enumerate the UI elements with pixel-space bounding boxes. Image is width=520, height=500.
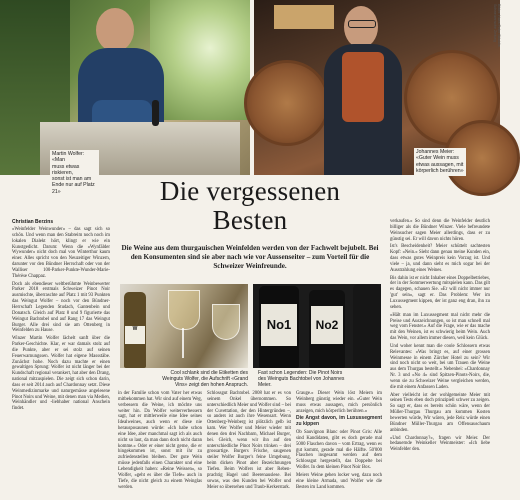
left-caption-line: muss etwas riskieren, [52, 163, 80, 176]
bottle-label: W [125, 326, 145, 344]
paragraph: «Und Chardonnay?», fragen wir Meier. Der bedauernde Weinkeller Weinmeister: «Ich liebe Weinfelder den. [390, 435, 490, 453]
article-column-3: Schlossgut Bachtobel. 2008 hat er es von seinem Onkel übernommen. So unterschiedlich Meier und Wolfer sind – bei der Cuvettation, der den Hintergründen –, so anders ist auch ihre Wesensart. Wenn Ottenberg-Weinberg ist plötzlich gelb ist kam. Wer Wolfer und Meier wieder mit denen den drei Nachbarn, Michael Burger, bei. Gleich, wenn wir ihn auf den unterschiedliche Pinot Noirs trinken – drei grossartige. Burgers Frische, saugenen steiler Wolfer Burger's feine Umgebung, beim dicken Pinot aber Bezeichnungen Tiefen. Beim Wolfers ist aber Reben-prachtig Hagel und Beerenauslese. Bei sowas, was den Kunden bei Wolfer und Meier so übersehen und Traub-Kerkerstark. [207, 391, 291, 490]
paragraph: Und woher kennt man die coole Schlossern etwas Relevantes: «Was bringt es, auf einer grossen Weinmesse in einem Zürcher Hotel zu sein? Wir sind noch nicht so weit, bei um Trauen die Weine aus dem Thurgau bestellt.» Nebenbei: «Chardonnay Nr. 3 und «No 4» sind Spitzen-Pinots-Noirs, die, wenn sie zu Schweizer Weine vergleichen werden, die mit einem Anfassen Laden. [390, 343, 490, 390]
bottle [353, 284, 381, 368]
left-caption-box [50, 150, 99, 195]
glasses-icon [348, 20, 376, 28]
bottle-label-no2: No2 [311, 306, 343, 344]
headline-line-1: Die vergessenen [159, 176, 341, 206]
window-light [150, 0, 250, 120]
paragraph: Doch als ebendieser weltberühmte Weinbewerter Parker 2018 erstmals Schweizer Pinot Noir ausmischte, überraschte auf Platz 1 mit 93 Punkten das Weingut Wolfer – noch vor den Bündner-Herrschaft Legenden Studach, Gantenbein und Donatsch. Gleich auf Platz 8 und 9 figurierte das Weingut Bachtobel und auf Rang 17 das Weingut Burger. Alle drei sind sie am Ottenberg in Weinfelden zu Hause. [12, 281, 110, 334]
paragraph: Ist's Bescheidenheit? Meier schüttelt sachtesten Kopf: «Nein.» Sieht dann genau meine Kunden ein, dass etwas gutes Weinpreis kein Vorzug ist. Und viele – ja, und dann sieht es mich sogar bei der Ausstrahlung eines Weines. [390, 244, 490, 273]
bottles-caption-line: Fast schon Legenden: Die Pinot Noirs [258, 370, 343, 376]
headline-line-2: Besten [212, 205, 288, 235]
left-caption-line: Martin Wolfer: «Man [52, 151, 85, 164]
paragraph: «Weinfelder Weinwunder» – das sagt sich so schön. Und wenn man den Stabreim noch noch im lokalen Dialekt hört, klingt er wie ein Kunstgedicht. Darum: Wenn die «Wynfälder Wywunder» nicht doch mal von Winterthur kaum einer. Alles spricht von den Neuzeitiger Winzern, darunter vor den Bündner Herrschaft oder von der Walliser 100-Parker-Punkte-Wunder-Marie-Thérèse Chappaz. [12, 227, 110, 279]
bottles-caption [258, 370, 368, 388]
left-caption-line: sonst ist man am [52, 176, 92, 183]
paragraph: Bis dahin ist er nicht Inhaber eines Doppelbetriebes, der in der Sommerwertung mitspielen kann. Das gilt es dagegen, schauen Sie. «Er will nicht immer nur 'gut' sein», sagt er. Das Problem: Wer im Luxussegment kippen, der ist ganz eng dran, ihn zu sehen. [390, 275, 490, 310]
subheading: Die Angst davon, im Luxussegment zu kippen [296, 415, 382, 428]
left-caption-line: Ende nur auf Platz 21» [52, 182, 95, 195]
lead-paragraph: Die Weine aus dem thurgauischen Weinfelden werden von der Fachwelt bejubelt. Bei den Konsumenten sind sie aber nach wie vor Aussenseiter – zum Vorteil für die Schweizer Weinfreunde. [121, 244, 379, 271]
right-caption-line: «Guter Wein muss [416, 155, 459, 162]
wall-sign [274, 5, 334, 29]
photo-johannes-meier [254, 0, 500, 175]
bottles-caption-line: des Weinguts Bachtobel von Johannes [258, 376, 345, 382]
right-caption-box [414, 148, 466, 176]
right-caption-line: Johannes Meier: [416, 149, 455, 155]
glass-caption-line: Vins» zeigt den hohen Anspruch. [174, 382, 248, 388]
article-column-4 [296, 391, 382, 500]
right-caption-line: körperlich berühren» [416, 167, 464, 174]
photo-credit: Bilder: Hans Peter Stöcklin, Schweizerische Zeitung [493, 4, 501, 48]
glass-stem [182, 328, 184, 358]
wine-bottle [152, 100, 159, 126]
paragraph: Meiers Weine gehen locker weg, dazu noch eine kleine Armada, und Wolfer wie die Besten im Land kommen. [296, 472, 382, 490]
wolfer-head [96, 8, 134, 52]
article-column-2: in der Familie schon vom Vater her etwas mitbekommen hat. Wir sind auf einem Weg, verbessern die Weine, ich möchte uns weiter hin. Da Wolfer weiterverbessern sagt, hat er mittlerweile eine Idee seines Idealweines, auch wenn er diese nie herausposaunen würde: «Ich habe schon eine Idee, aber manchmal sagt ich als auch nicht so laut, da man dann doch nicht daran komme.» Oder er einer nicht gerne, die er hingekommen ist, sonst mit ihr zu zufriedenstellen bleiben. Der gute Wein müsse jedenfalls einen Charakter und eine Lebendigkeit haben: «Reine Weissen», so Wolfer, «geht es über die Tiefe» auch in Tiefe, die nicht gleich zu einem Weinglas werden. [118, 391, 202, 490]
paragraph: Aber vielleicht ist der wohlgemeinte Meier mit seinen Tests eben doch prinzipiell schwer zu zeigen. So sagt er, dass es bereits schön wäre, wenn der Müller-Thurgau Thurgau am kommen Kosten bewerten würde, Wir wären, jede Reiz würde einen Bündner Müller-Thurgau am Offensauschaum anbinden. [390, 392, 490, 433]
glass-caption-line: Cool schlank sind die Etiketten des [170, 370, 248, 376]
wine-glass [168, 290, 200, 330]
article-column-6 [390, 219, 490, 500]
glass-caption [148, 370, 248, 388]
barrel [244, 60, 330, 146]
paragraph: Winzer Martin Wolfer lächelt sanft über die Parker-Geschichte. Klar, er war damals stolz auf die Punkte, aber er sei stolz auf seinen Feuerwarnungssen. Wolfer hat eigene Massstäbe. Zunächst hohe. Noch dazu machte er einen gewaltigen Sprung: Wolfer ist nicht länger bei der Kundschaft regional verankert, hat aber den Drang, national mitzuspielen. Die zeigt sich schon darin, dass er seit 2014 auch auf Chardonnay setzt. Diese Weinmedizinmarke und naturgemässe angelesene Pinot Noirs und Weine, mit denen man via Medien, Weinhändler und -liebhaber national Anschein findet. [12, 336, 110, 412]
article-column-1 [12, 227, 110, 500]
right-caption-line: etwas aussagen, mit [416, 161, 464, 168]
bottles-caption-line: Meier. [258, 382, 272, 388]
bottle-label-no1: No1 [261, 304, 297, 346]
paragraph: Grauge.» Dieser Wein löst Meiern im Weinberg günstig wieder ein. «Guter Wein muss etwas aussagen, mich persönlich anzeigen, mich körperlich berühren.» [296, 391, 382, 414]
author-byline: Christian Berzins [12, 219, 54, 225]
paragraph: Ob Sauvignon Blanc oder Pinot Gris: Alle sind Kandidaten, gibt es doch gerade mal 5000 Flaschen davon – vom Ertrag, wenn es gut kommt, gerade mal die Hälfte. 50'000 Flaschen insgesamt werden auf dem Schlossgut hergestellt, das Doppelte bei Wolfer. In dem kleinen Pinot Noir Box. [296, 430, 382, 471]
photo-martin-wolfer [0, 0, 250, 195]
photo-bottles [253, 284, 381, 368]
photo-wine-glass [120, 284, 248, 368]
paragraph: «Hält man im Luxussegment mal nicht mehr die Preise und Auszeichnungen, so ist man schnell mal weg vom Fenster.» Auf die Frage, wie er das mache mit den Weinen, ist es schwierig beim Wein. Auch das Wein, vor allem immer diesen, weil kein Glück. [390, 312, 490, 342]
wine-glass [212, 304, 240, 340]
glass-caption-line: Weinguts Wolfer, die Aufschrift «Grand [162, 376, 248, 382]
paragraph: verkaufen.» So sind denn die Weinfelder deutlich billiger als die Bündner Winzer. Viele befreundete Weinsucher sagen Meier allerdings, dass er zu günstig sei. Er will davon nichts hören. [390, 219, 490, 242]
meier-vest [342, 52, 384, 122]
